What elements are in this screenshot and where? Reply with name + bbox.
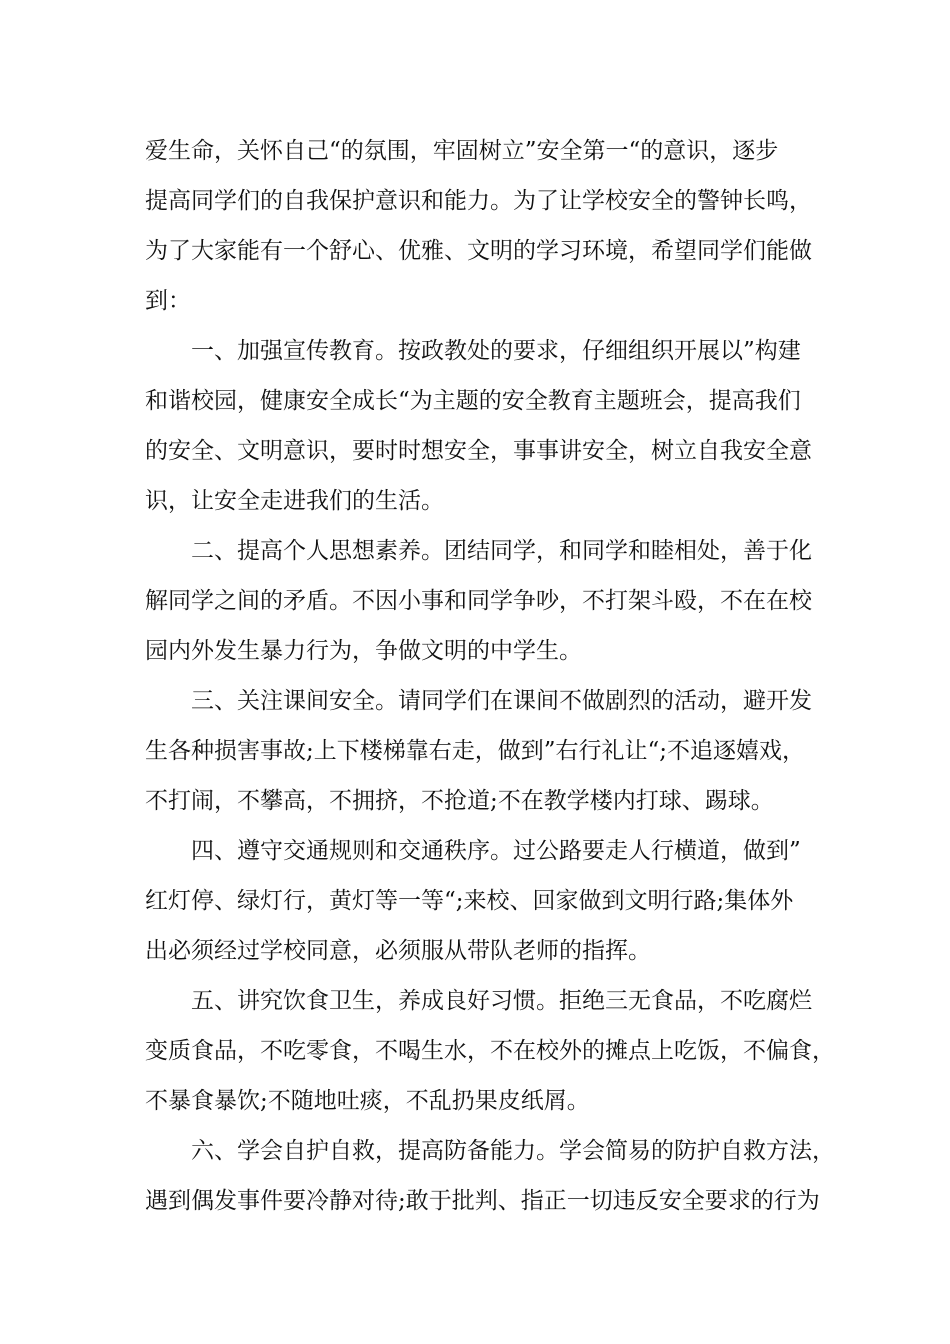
text-line: 的安全、文明意识，要时时想安全，事事讲安全，树立自我安全意 <box>145 438 812 464</box>
text-line: 为了大家能有一个舒心、优雅、文明的学习环境，希望同学们能做 <box>145 238 812 264</box>
text-line: 爱生命，关怀自己“的氛围，牢固树立”安全第一“的意识，逐步 <box>145 138 779 164</box>
paragraph-first-line: 三、关注课间安全。请同学们在课间不做剧烈的活动，避开发 <box>191 688 812 714</box>
text-line: 园内外发生暴力行为，争做文明的中学生。 <box>145 638 582 664</box>
text-line: 到： <box>145 288 191 314</box>
text-line: 生各种损害事故;上下楼梯靠右走，做到”右行礼让“;不追逐嬉戏， <box>145 738 806 764</box>
text-line: 不打闹，不攀高，不拥挤，不抢道;不在教学楼内打球、踢球。 <box>145 788 774 814</box>
paragraph-first-line: 五、讲究饮食卫生，养成良好习惯。拒绝三无食品，不吃腐烂 <box>191 988 812 1014</box>
text-line: 提高同学们的自我保护意识和能力。为了让学校安全的警钟长鸣， <box>145 188 812 214</box>
text-line: 不暴食暴饮;不随地吐痰，不乱扔果皮纸屑。 <box>145 1088 590 1114</box>
text-line: 遇到偶发事件要冷静对待;敢于批判、指正一切违反安全要求的行为 <box>145 1188 820 1214</box>
paragraph-first-line: 四、遵守交通规则和交通秩序。过公路要走人行横道，做到” <box>191 838 801 864</box>
paragraph-first-line: 二、提高个人思想素养。团结同学，和同学和睦相处，善于化 <box>191 538 812 564</box>
text-line: 变质食品，不吃零食，不喝生水，不在校外的摊点上吃饭，不偏食， <box>145 1038 835 1064</box>
text-line: 识，让安全走进我们的生活。 <box>145 488 444 514</box>
paragraph-first-line: 一、加强宣传教育。按政教处的要求，仔细组织开展以”构建 <box>191 338 801 364</box>
text-line: 解同学之间的矛盾。不因小事和同学争吵，不打架斗殴，不在在校 <box>145 588 812 614</box>
text-line: 出必须经过学校同意，必须服从带队老师的指挥。 <box>145 938 651 964</box>
document-body <box>145 126 835 1226</box>
text-line: 和谐校园，健康安全成长“为主题的安全教育主题班会，提高我们 <box>145 388 801 414</box>
paragraph-first-line: 六、学会自护自救，提高防备能力。学会简易的防护自救方法， <box>191 1138 835 1164</box>
text-line: 红灯停、绿灯行，黄灯等一等“;来校、回家做到文明行路;集体外 <box>145 888 794 914</box>
